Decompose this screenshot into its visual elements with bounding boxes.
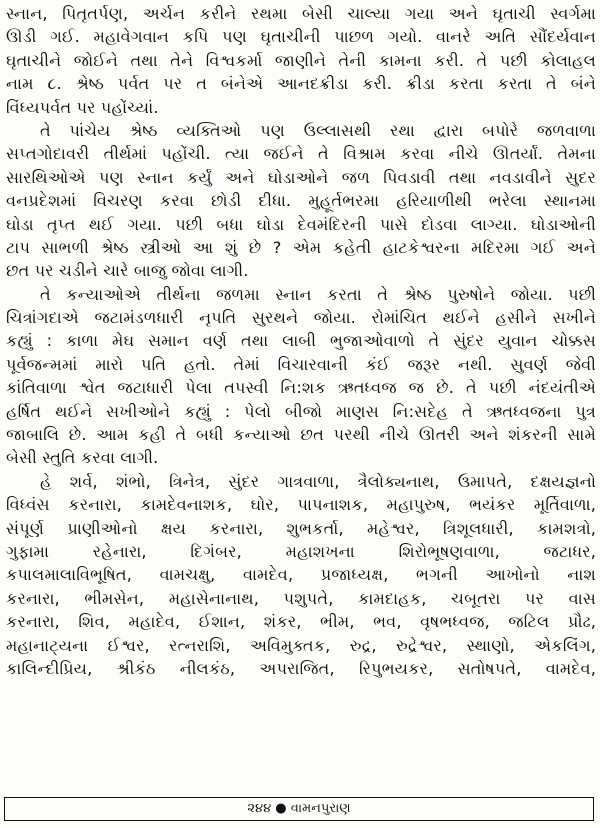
text-line: સપ્તગોદાવરી તીર્થમાં પહોંચી. ત્યા જઈને તે વિશ્રામ કરવા નીચે ઊતર્યાં. તેમના xyxy=(6,144,596,164)
text-line: ઘોડા તૃપ્ત થઈ ગયા. પછી બધા ઘોડા દેવમંદિરની પાસે દોડવા લાગ્યા. ઘોડાઓની xyxy=(6,214,596,234)
text-line: જાબાલિ છે. આમ કહી તે બધી કન્યાઓ છત પરથી નીચે ઊતરી અને શંકરની સામે xyxy=(6,425,596,445)
text-line: નામ ૮. શ્રેષ્ઠ પર્વત પર ત બંનેએ આનદક્રીડા કરી. ક્રીડા કરતા કરતા તે બંને xyxy=(6,74,596,94)
text-line: મહાનાટ્યના ઈશ્વર, રત્નરાશિ, અવિમુક્તક, રુદ્ર, રુદ્રેશ્વર, સ્થાણો, એકલિંગ, xyxy=(6,635,596,655)
text-line: ટાપ સાભળી શ્રેષ્ઠ સ્ત્રીઓ આ શું છે ? એમ કહેતી હાટકેશ્વરના મદિરમા ગઈ અને xyxy=(6,237,596,257)
paragraph-start-line: તે પાંચેય શ્રેષ્ઠ વ્યક્તિઓ પણ ઉલ્લાસથી રથા દ્વારા બપોરે જળવાળા xyxy=(40,120,596,140)
text-line: કહ્યું : કાળા મેઘ સમાન વર્ણ તથા લાબી ભુજાઓવાળો તે સુંદર યુવાન ચોક્કસ xyxy=(6,331,596,351)
text-line: બેસી સ્તુતિ કરવા લાગી. xyxy=(6,448,159,468)
text-line: ગુફામા રહેનારા, દિગંબર, મહાશખના શિરોભૂષણવાળા, જટાધર, xyxy=(6,541,596,561)
text-line: વિંધ્યપર્વત પર પહોંચ્યાં. xyxy=(6,97,159,117)
text-line: કપાલમાલાવિભૂષિત, વામચક્ષુ, વામદેવ, પ્રજાધ્યક્ષ, ભગની આખોનો નાશ xyxy=(6,565,596,585)
text-line: કાંતિવાળા શ્વેત જટાધારી પેલા તપસ્વી નિ:શક ઋતધ્વજ જ છે. તે પછી નંદયંતીએ xyxy=(6,378,596,398)
text-line: ઘૃતાચીને જોઈને તથા તેને વિશ્વકર્મા જાણીને તેની કામના કરી. તે પછી કોલાહલ xyxy=(6,50,596,70)
text-line: છત પર ચડીને ચારે બાજુ જોવા લાગી. xyxy=(6,261,249,281)
text-line: સ્નાન, પિતૃતર્પણ, અર્ચન કરીને રથમા બેસી ચાલ્યા ગયા અને ઘૃતાચી સ્વર્ગમા xyxy=(6,4,596,23)
text-line: ઊડી ગઈ. મહાવેગવાન કપિ પણ ઘૃતાચીની પાછળ ગયો. વાનરે અતિ સૌંદર્યવાન xyxy=(6,27,596,47)
paragraph-start-line: તે કન્યાઓએ તીર્થના જળમા સ્નાન કરતા તે શ્રેષ્ઠ પુરુષોને જોયા. પછી xyxy=(40,284,596,304)
body-text xyxy=(6,2,596,792)
text-line: સારથિઓએ પણ સ્નાન કર્યું અને ઘોડાઓને જળ પિવડાવી તથા નવડાવીને સુદર xyxy=(6,167,596,187)
text-line: હર્ષિત થઈને સખીઓને કહ્યું : પેલો બીજો માણસ નિ:સદેહ તે ઋતધ્વજના પુત્ર xyxy=(6,401,596,421)
text-line: વનપ્રદેશમાં વિચરણ કરવા છોડી દીધા. મુહૂર્તભરમા હરિયાળીથી ભરેલા સ્થાનમા xyxy=(6,191,596,211)
text-line: કરનારા, શિવ, મહાદેવ, ઈશાન, શંકર, ભીમ, ભવ, વૃષભધ્વજ, જટિલ પ્રૌઢ, xyxy=(6,612,596,632)
text-line: કાલિન્દીપ્રિય, શ્રીકંઠ નીલકંઠ, અપરાજિત, રિપુભયકર, સતોષપતે, વામદેવ, xyxy=(6,658,596,678)
text-line: પૂર્વજન્મમાં મારો પતિ હતો. તેમાં વિચારવાની કંઈ જરૂર નથી. સુવર્ણ જેવી xyxy=(6,354,596,374)
text-line: વિધ્વંસ કરનારા, કામદેવનાશક, ઘોર, પાપનાશક, મહાપુરુષ, ભયંકર મૂર્તિવાળા, xyxy=(6,495,596,515)
text-line: કરનારા, ભીમસેન, મહાસેનાનાથ, પશુપતે, કામદાહક, ચબૂતરા પર વાસ xyxy=(6,588,596,608)
paragraph-start-line: હે શર્વ, શંભો, ત્રિનેત્ર, સુંદર ગાત્રવાળા, ત્રૈલોક્યનાથ, ઉમાપતે, દક્ષયજ્ઞનો xyxy=(40,471,596,491)
page-number-and-title: ૨૪૪ ● વામનપુરાણ xyxy=(247,801,351,816)
text-line: સંપૂર્ણ પ્રાણીઓનો ક્ષય કરનારા, શુભકર્તા, મહેશ્વર, ત્રિશૂલધારી, કામશત્રો, xyxy=(6,518,596,538)
text-line: ચિત્રાંગદાએ જટામંડળધારી નૃપતિ સુરથને જોયા. રોમાંચિત થઈને હસીને સખીને xyxy=(6,308,596,328)
page-footer xyxy=(4,797,594,821)
